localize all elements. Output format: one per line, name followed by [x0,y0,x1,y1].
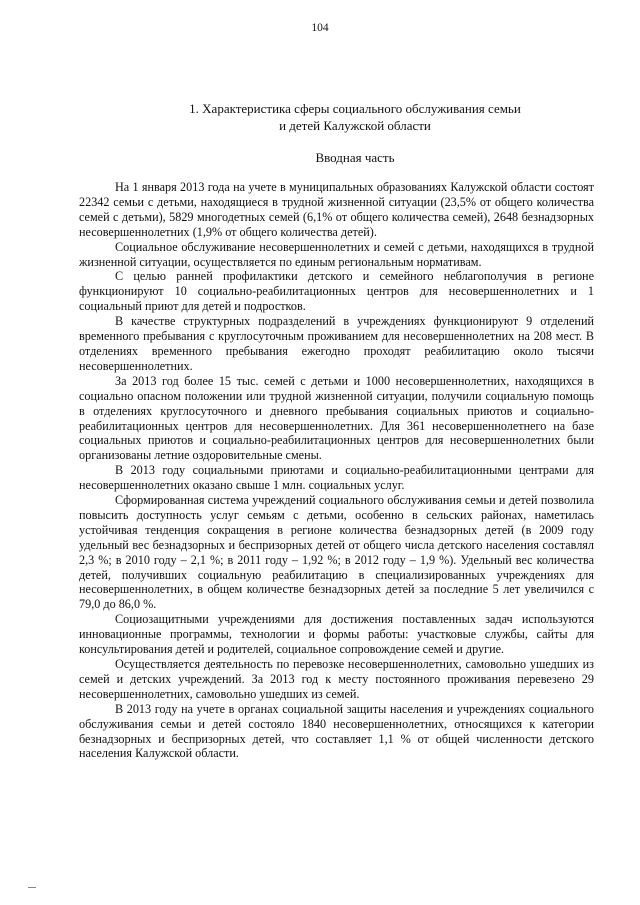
section-heading: Вводная часть [315,150,395,165]
chapter-heading-line-2: и детей Калужской области [279,118,431,133]
paragraph-2: Социальное обслуживание несовершеннолетних и семей с детьми, находящихся в трудной жизненной ситуации, осуществляется по единым региональным нормативам. [79,239,594,269]
footer-dash [28,887,36,888]
paragraph-5: За 2013 год более 15 тыс. семей с детьми и 1000 несовершеннолетних, находящихся в социально опасном положении или трудной жизненной ситуации, получили социальную помощь в отделениях круглосуточного и дневного пребывания социальных приютов и социально-реабилитационных центров для несовершеннолетних. Для 361 несовершеннолетнего на базе социальных приютов и социально-реабилитационных центров для несовершеннолетних были организованы летние оздоровительные смены. [79,373,594,463]
paragraph-10: В 2013 году на учете в органах социальной защиты населения и учреждениях социального обслуживания семьи и детей состояло 1840 несовершеннолетних, относящихся к категории безнадзорных и беспризорных детей, что составляет 1,1 % от общей численности детского населения Калужской области. [79,701,594,761]
paragraph-6: В 2013 году социальными приютами и социально-реабилитационными центрами для несовершеннолетних оказано свыше 1 млн. социальных услуг. [79,463,594,493]
page-number: 104 [311,22,329,34]
chapter-heading [110,100,600,134]
paragraph-3: С целью ранней профилактики детского и семейного неблагополучия в регионе функционируют 10 социально-реабилитационных центров для несовершеннолетних и 1 социальный приют для детей и подростков. [79,269,594,314]
paragraph-8: Социозащитными учреждениями для достижения поставленных задач используются инновационные программы, технологии и формы работы: участковые службы, сайты для консультирования детей и родителей, социальное сопровождение семей и другие. [79,612,594,657]
chapter-heading-line-1: 1. Характеристика сферы социального обслуживания семьи [189,101,521,116]
paragraph-9: Осуществляется деятельность по перевозке несовершеннолетних, самовольно ушедших из семей и детских учреждений. За 2013 год к месту постоянного проживания перевезено 29 несовершеннолетних, самовольно ушедших из семей. [79,657,594,701]
body-text [79,180,594,761]
paragraph-7: Сформированная система учреждений социального обслуживания семьи и детей позволила повысить доступность услуг семьям с детьми, особенно в сельских районах, наметилась устойчивая тенденция сокращения в регионе количества безнадзорных детей (в 2009 году удельный вес безнадзорных и беспризорных детей от общего числа детского населения составлял 2,3 %; в 2010 году – 2,1 %; в 2011 году – 1,92 %; в 2012 году – 1,9 %). Удельный вес количества детей, получивших социальную реабилитацию в специализированных учреждениях для несовершеннолетних, в общем количестве безнадзорных детей за последние 5 лет увеличился с 79,0 до 86,0 %. [79,493,594,612]
paragraph-1: На 1 января 2013 года на учете в муниципальных образованиях Калужской области состоят 22342 семьи с детьми, находящиеся в трудной жизненной ситуации (23,5% от общего количества семей с детьми), 5829 многодетных семей (6,1% от общего количества семей), 2648 безнадзорных несовершеннолетних (1,9% от общего количества детей). [79,180,594,239]
paragraph-4: В качестве структурных подразделений в учреждениях функционируют 9 отделений временного пребывания с круглосуточным проживанием для несовершеннолетних на 208 мест. В отделениях временного пребывания ежегодно проходят реабилитацию около тысячи несовершеннолетних. [79,314,594,373]
